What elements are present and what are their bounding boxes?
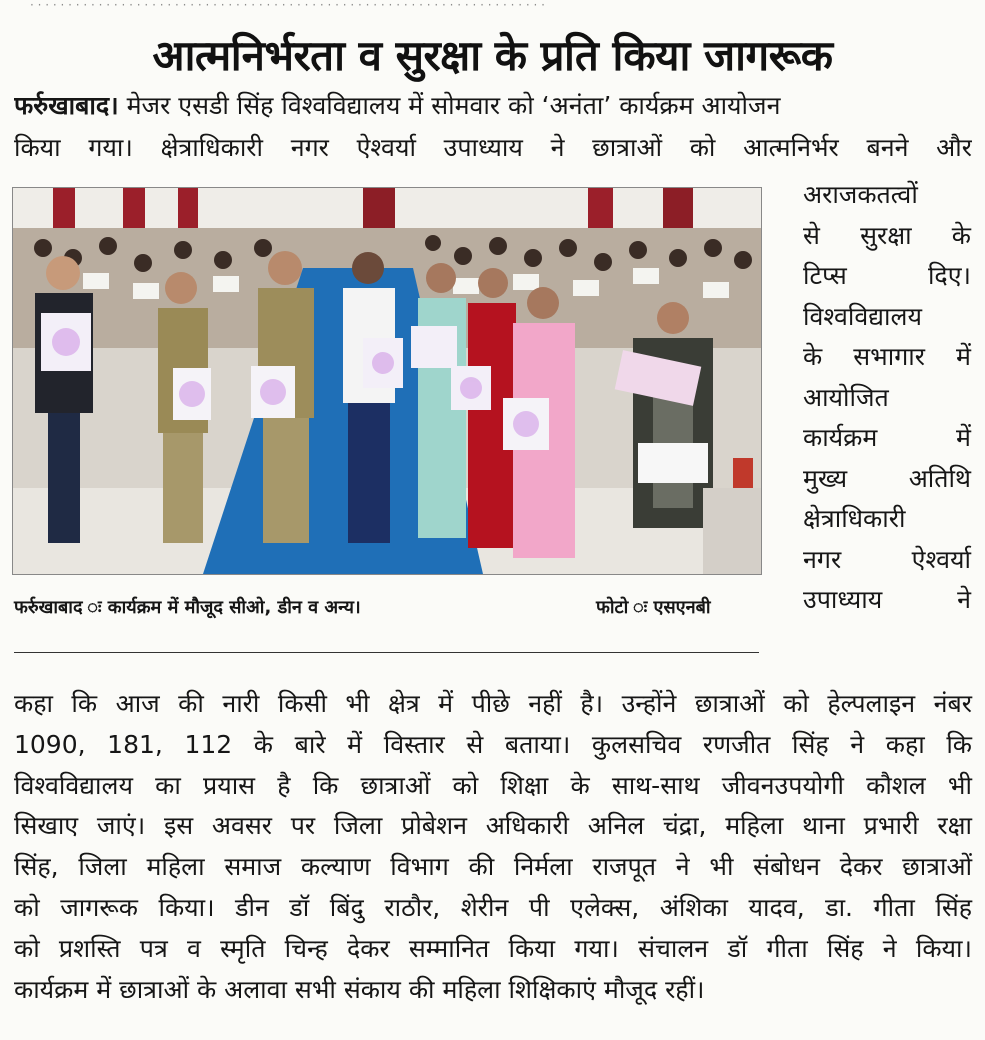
headline: आत्मनिर्भरता व सुरक्षा के प्रति किया जागरूक	[152, 31, 833, 80]
dateline: फर्रुखाबाद।	[14, 91, 119, 120]
side-line: कार्यक्रम में	[803, 423, 971, 452]
body-line: सिंह, जिला महिला समाज कल्याण विभाग की निर्मला राजपूत ने भी संबोधन देकर छात्राओं	[14, 852, 972, 882]
body-line: 1090, 181, 112 के बारे में विस्तार से बताया। कुलसचिव रणजीत सिंह ने कहा कि	[14, 729, 972, 759]
photo-credit: फोटो ः एसएनबी	[596, 597, 711, 618]
body-line: सिखाए जाएं। इस अवसर पर जिला प्रोबेशन अधिकारी अनिल चंद्रा, महिला थाना प्रभारी रक्षा	[14, 811, 972, 841]
side-line: के सभागार में	[803, 342, 971, 371]
body-line: कार्यक्रम में छात्राओं के अलावा सभी संकाय की महिला शिक्षिकाएं मौजूद रहीं।	[14, 974, 705, 1004]
article-body	[14, 684, 972, 1010]
side-line: आयोजित	[803, 382, 889, 412]
photo-caption	[14, 592, 759, 624]
side-column	[803, 175, 971, 621]
side-line: नगर ऐश्वर्या	[803, 544, 971, 574]
body-line: कहा कि आज की नारी किसी भी क्षेत्र में पीछे नहीं है। उन्होंने छात्राओं को हेल्पलाइन नंबर	[14, 689, 972, 718]
caption-rule	[14, 652, 759, 653]
body-line: को प्रशस्ति पत्र व स्मृति चिन्ह देकर सम्मानित किया गया। संचालन डॉ गीता सिंह ने किया।	[14, 933, 972, 963]
side-line: अराजकतत्वों	[803, 180, 918, 209]
caption-text: फर्रुखाबाद ः कार्यक्रम में मौजूद सीओ, डीन व अन्य।	[14, 597, 361, 618]
side-line: विश्वविद्यालय	[803, 301, 922, 331]
body-line: विश्वविद्यालय का प्रयास है कि छात्राओं को शिक्षा के साथ-साथ जीवनउपयोगी कौशल भी	[14, 770, 972, 800]
side-line: क्षेत्राधिकारी	[803, 504, 906, 533]
lead-line-1	[14, 86, 972, 126]
side-line: मुख्य अतिथि	[803, 463, 971, 493]
side-line: उपाध्याय ने	[803, 585, 971, 614]
flowers	[733, 458, 753, 488]
side-line: टिप्स दिए।	[803, 261, 971, 290]
event-photo	[12, 187, 762, 575]
lead-line-1-text: मेजर एसडी सिंह विश्वविद्यालय में सोमवार को ‘अनंता’ कार्यक्रम आयोजन	[118, 91, 781, 120]
lead-line-2: किया गया। क्षेत्राधिकारी नगर ऐश्वर्या उपाध्याय ने छात्राओं को आत्मनिर्भर बनने और	[14, 133, 972, 162]
body-line: को जागरूक किया। डीन डॉ बिंदु राठौर, शेरीन पी एलेक्स, अंशिका यादव, डा. गीता सिंह	[14, 892, 972, 922]
event-photo-illustration	[13, 188, 761, 574]
side-line: से सुरक्षा के	[803, 220, 971, 250]
person-4	[343, 252, 395, 543]
clipped-previous-article-line: · · · · · · · · · · · · · · · · · · · · · · · · · · · · · · · · · · · · · · · · · · · · · · · · · · · · · · · · · · · · · · · · · · · ·	[30, 0, 545, 10]
table	[703, 488, 761, 574]
